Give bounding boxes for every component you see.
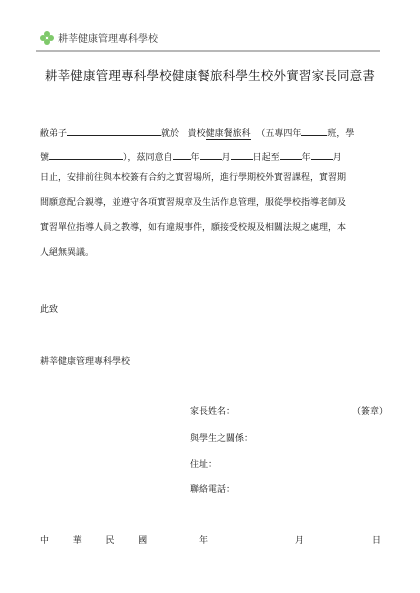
- stamp-label: （簽章）: [352, 407, 389, 417]
- date-year: 年: [199, 536, 209, 546]
- text: 貴校: [187, 129, 206, 139]
- date-roc: 中 華 民 國: [40, 536, 154, 546]
- body-line-6: 人絕無異議。: [40, 248, 95, 258]
- text: ），茲同意自: [123, 153, 173, 163]
- text: 月: [221, 153, 231, 163]
- header-divider: [36, 50, 380, 52]
- text: 班，學: [327, 129, 355, 139]
- text: 號: [40, 153, 50, 163]
- document-title: 耕莘健康管理專科學校健康餐旅科學生校外實習家長同意書: [44, 68, 376, 83]
- body-line-5: 實習單位指導人員之教導，如有違規事件，願接受校規及相關法規之處理，本: [40, 223, 347, 233]
- parent-name-label: 家長姓名：: [190, 407, 236, 417]
- class-blank: [301, 125, 327, 136]
- clover-logo-icon: [40, 31, 54, 45]
- address-label: 住址：: [190, 460, 218, 470]
- date-month: 月: [295, 536, 305, 546]
- body-line-2: [40, 149, 380, 163]
- text: 年: [190, 153, 200, 163]
- document-header: [40, 30, 158, 45]
- text: （五專四年: [256, 129, 302, 139]
- text: 年: [301, 153, 311, 163]
- header-school-name: 耕莘健康管理專科學校: [58, 34, 158, 45]
- relation-label: 與學生之關係：: [190, 434, 254, 444]
- body-line-1: [40, 125, 380, 139]
- end-month-blank: [311, 149, 333, 160]
- start-year-blank: [173, 149, 191, 160]
- closing: 此致: [40, 305, 59, 315]
- recipient: 耕莘健康管理專科學校: [40, 357, 131, 367]
- date-day: 日: [372, 536, 382, 546]
- student-id-blank: [49, 149, 123, 160]
- body-line-3: 日止，安排前往與本校簽有合約之實習場所，進行學期校外實習課程，實習期: [40, 173, 347, 183]
- end-year-blank: [280, 149, 302, 160]
- text: 月: [332, 153, 342, 163]
- text: 敝弟子: [40, 129, 68, 139]
- text: 就於: [161, 129, 180, 139]
- text: 日起至: [252, 153, 280, 163]
- start-month-blank: [200, 149, 222, 160]
- start-day-blank: [231, 149, 253, 160]
- phone-label: 聯絡電話：: [190, 485, 236, 495]
- student-name-blank: [67, 125, 161, 136]
- department-name: 健康餐旅科: [205, 129, 251, 139]
- body-line-4: 間願意配合親導，並遵守各項實習規章及生活作息管理，服從學校指導老師及: [40, 198, 347, 208]
